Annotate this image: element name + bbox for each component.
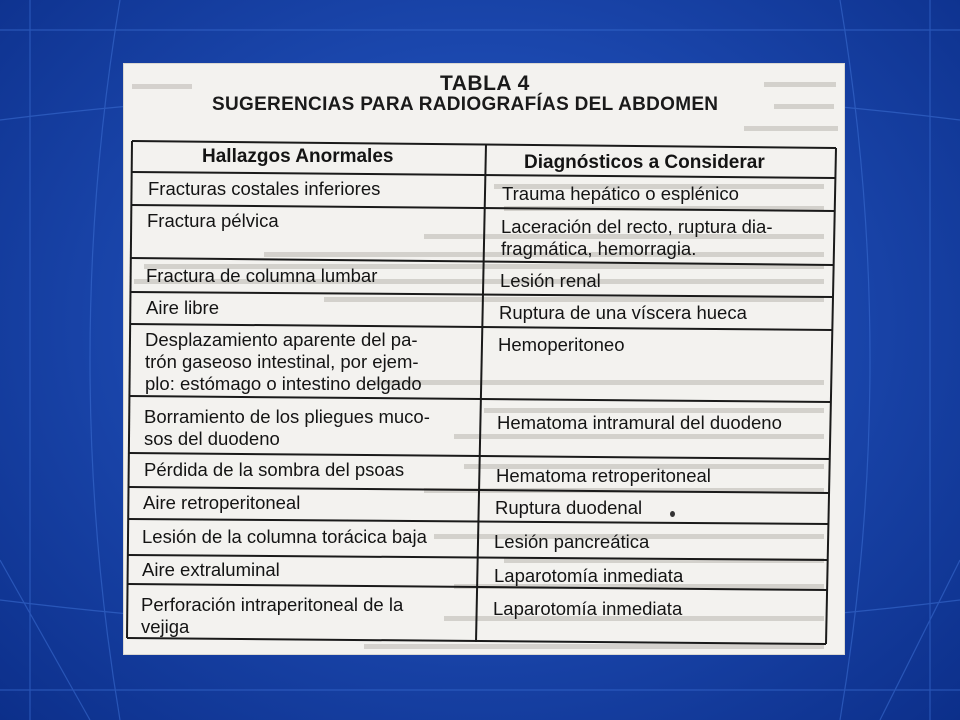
diagnosis-row-1: Trauma hepático o esplénico	[502, 183, 739, 204]
finding-row-7: Pérdida de la sombra del psoas	[144, 459, 405, 480]
diagnosis-row-4: Ruptura de una víscera hueca	[499, 302, 747, 323]
ink-speck	[670, 511, 675, 517]
finding-row-9: Lesión de la columna torácica baja	[142, 526, 427, 547]
header-diagnoses: Diagnósticos a Considerar	[524, 152, 765, 173]
diagnosis-row-5: Hemoperitoneo	[498, 334, 625, 355]
table-title: SUGERENCIAS PARA RADIOGRAFÍAS DEL ABDOMEN	[212, 94, 719, 115]
finding-row-11: Perforación intraperitoneal de la vejiga	[141, 594, 404, 637]
header-findings: Hallazgos Anormales	[202, 146, 394, 167]
diagnosis-row-3: Lesión renal	[500, 270, 601, 291]
diagnosis-row-8: Ruptura duodenal	[495, 497, 643, 518]
diagnosis-row-6: Hematoma intramural del duodeno	[497, 412, 782, 433]
diagnosis-row-9: Lesión pancreática	[494, 531, 650, 552]
finding-row-4: Aire libre	[146, 297, 219, 318]
diagnosis-row-11: Laparotomía inmediata	[493, 598, 683, 619]
diagnosis-row-10: Laparotomía inmediata	[494, 565, 684, 586]
finding-row-2: Fractura pélvica	[147, 210, 279, 231]
finding-row-8: Aire retroperitoneal	[143, 492, 301, 513]
finding-row-10: Aire extraluminal	[142, 559, 280, 580]
table-number: TABLA 4	[440, 72, 530, 95]
finding-row-5: Desplazamiento aparente del pa- trón gaseoso intestinal, por ejem- plo: estómago o intestino delgado	[145, 329, 422, 394]
diagnosis-row-2: Laceración del recto, ruptura dia- fragmática, hemorragia.	[501, 216, 773, 259]
finding-row-6: Borramiento de los pliegues muco- sos del duodeno	[144, 406, 430, 449]
finding-row-3: Fractura de columna lumbar	[146, 265, 378, 286]
diagnosis-row-7: Hematoma retroperitoneal	[496, 465, 711, 486]
finding-row-1: Fracturas costales inferiores	[148, 178, 381, 199]
scanned-table-image	[124, 64, 844, 654]
